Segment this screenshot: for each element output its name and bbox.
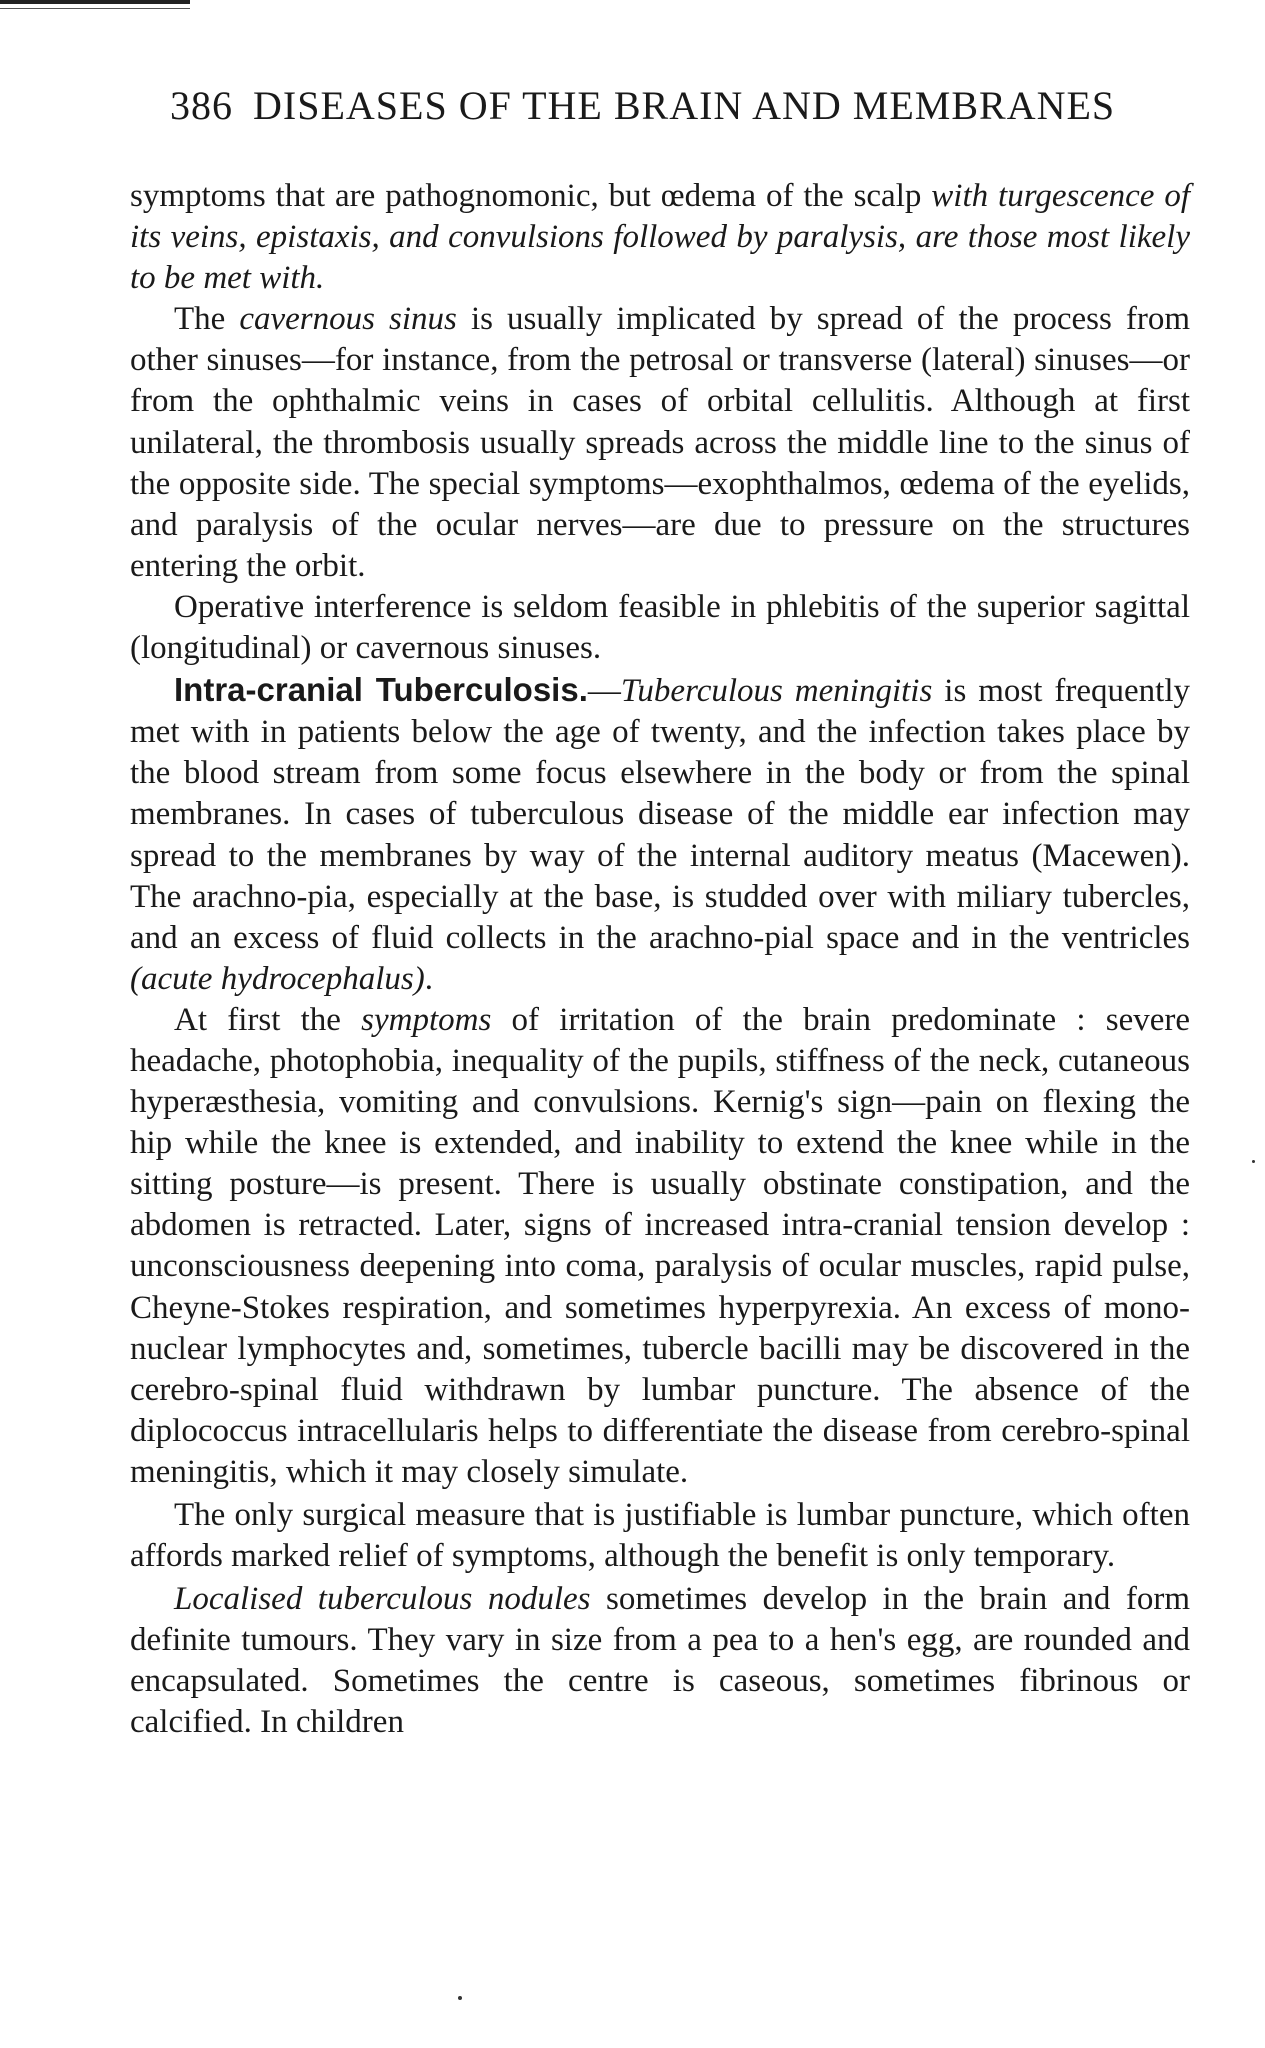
paragraph-5 (130, 1000, 1190, 1493)
paragraph-1 (130, 176, 1190, 299)
p4-dash: — (587, 673, 621, 710)
p2-post: is usually implicated by spread of the process from other sinuses—for instance, from the petrosal or transverse (lateral) sinuses—or from the ophthalmic veins in cases of orbital cellulitis. Although at first unilateral, the thrombosis usually spreads across the middle line to the sinus of the opposite side. The special symptoms—exophthalmos, œdema of the eyelids, and paralysis of the ocular nerves—are due to pressure on the structures entering the orbit. (130, 301, 1190, 584)
p1-lead: symptoms that are pathognomonic, but œdema of the scalp (130, 178, 932, 214)
body-text (130, 176, 1190, 1744)
p4-italic: Tuberculous meningitis (620, 673, 933, 710)
paragraph-2 (130, 299, 1190, 587)
p2-italic: cavernous sinus (239, 301, 457, 338)
p4-post: is most frequently met with in patients below the age of twenty, and the infection takes place by the blood stream from some focus elsewhere in the body or from the spinal membranes. In cases of tuberculous disease of the middle ear infection may spread to the membranes by way of the internal auditory meatus (Macewen). The arachno-pia, especially at the base, is studded over with miliary tubercles, and an excess of fluid collects in the arachno-pial space and in the ventricles (130, 673, 1190, 956)
paragraph-7 (130, 1579, 1190, 1743)
page-number: 386 (170, 83, 233, 128)
running-header (170, 82, 1115, 129)
p4-italic2: (acute hydrocephalus) (130, 960, 425, 997)
p2-pre: The (174, 301, 240, 338)
paragraph-3: Operative interference is seldom feasible in phlebitis of the superior sagittal (longitudinal) or cavernous sinuses. (130, 588, 1190, 667)
paragraph-6: The only surgical measure that is justifiable is lumbar puncture, which often affords marked relief of symptoms, although the benefit is only temporary. (130, 1497, 1190, 1575)
p1-italic: with turgescence of its veins, epistaxis, and convulsions followed by paralysis, are those most likely to be met with. (130, 178, 1191, 297)
p5-italic: symptoms (361, 1001, 492, 1038)
bottom-speck (458, 1996, 462, 2000)
p7-italic: Localised tuberculous nodules (174, 1581, 591, 1618)
p5-post: of irritation of the brain predominate : severe headache, photophobia, inequality of the pupils, stiffness of the neck, cutaneous hyperæsthesia, vomiting and convulsions. Kernig's sign—pain on flexing the hip while the knee is extended, and inability to extend the knee while in the sitting posture—is present. There is usually obstinate constipation, and the abdomen is retracted. Later, signs of increased intra-cranial tension develop : unconsciousness deepening into coma, paralysis of ocular muscles, rapid pulse, Cheyne-Stokes respiration, and sometimes hyperpyrexia. An excess of mono-nuclear lymphocytes and, sometimes, tubercle bacilli may be discovered in the cerebro-spinal fluid withdrawn by lumbar puncture. The absence of the diplococcus intracellularis helps to differentiate the disease from cerebro-spinal meningitis, which it may closely simulate. (130, 1001, 1190, 1490)
top-rule-thin (0, 8, 190, 9)
p4-end: . (424, 960, 434, 997)
p7-post: sometimes develop in the brain and form definite tumours. They vary in size from a pea to a hen's egg, are rounded and encapsulated. Sometimes the centre is caseous, sometimes fibrinous or calcified. In children (130, 1581, 1190, 1741)
top-rule (0, 0, 190, 4)
margin-speck (1252, 1160, 1255, 1163)
section-heading: Intra-cranial Tuberculosis. (174, 671, 588, 709)
paragraph-4 (130, 669, 1190, 1000)
p5-pre: At first the (174, 1001, 362, 1038)
running-title: DISEASES OF THE BRAIN AND MEMBRANES (253, 83, 1116, 128)
